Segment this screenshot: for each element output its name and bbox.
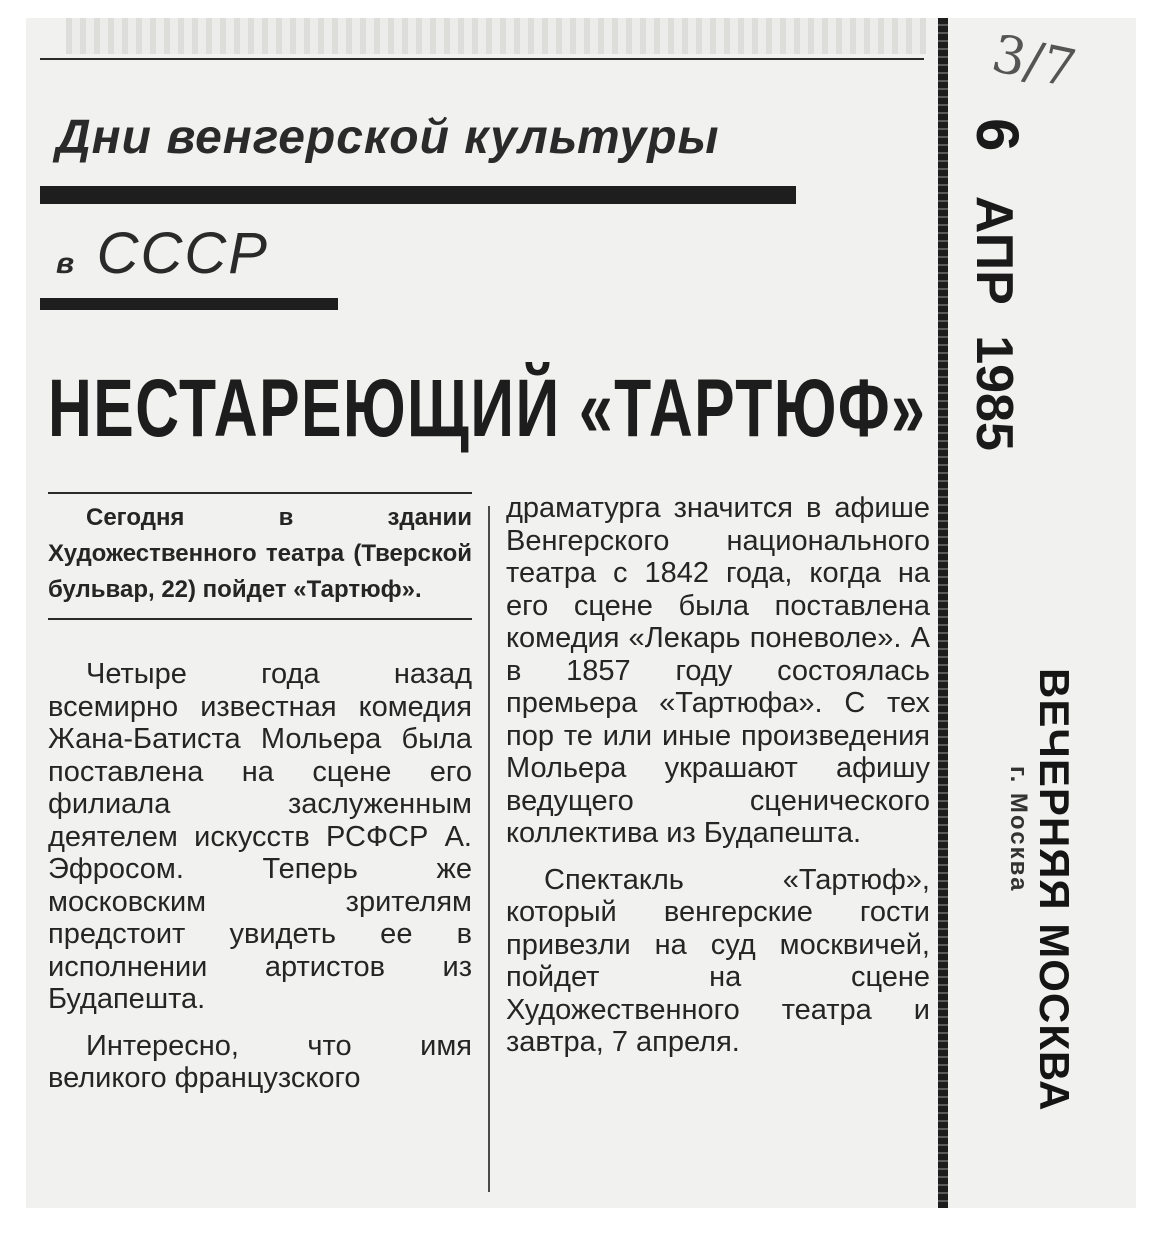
article-paragraph: Спектакль «Тартюф», который венгерские гости привезли на суд москвичей, пойдет на сцене Художественного театра и завтра, 7 апреля. (506, 863, 930, 1058)
rubric-bar-short (40, 298, 338, 310)
rubric-subtitle-prefix: в (56, 247, 75, 280)
rubric-subtitle (56, 220, 269, 287)
article-column-right (506, 492, 930, 1073)
newspaper-name-stamp: ВЕЧЕРНЯЯ МОСКВА (1031, 668, 1078, 1112)
stamp-day: 6 (964, 118, 1031, 152)
column-divider (488, 506, 490, 1192)
rubric-subtitle-country: СССР (96, 221, 269, 286)
cut-off-header-text (66, 18, 926, 54)
margin-rule (938, 18, 948, 1208)
article-headline: НЕСТАРЕЮЩИЙ «ТАРТЮФ» (48, 363, 927, 454)
rubric-title: Дни венгерской культуры (56, 111, 720, 164)
article-paragraph: драматурга значится в афише Венгерского национального театра с 1842 года, когда на его сцене была поставлена комедия «Лекарь поневоле». А в 1857 году состоялась премьера «Тартюфа». С тех пор те или иные произведения Мольера украшают афишу ведущего сценического коллектива из Будапешта. (506, 492, 930, 849)
article-lead: Сегодня в здании Художественного театра (Тверской бульвар, 22) пойдет «Тартюф». (48, 492, 472, 620)
article-paragraph: Четыре года назад всемирно известная комедия Жана-Батиста Мольера была поставлена на сцене его филиала заслуженным деятелем искусств РСФСР А. Эфросом. Теперь же московским зрителям предстоит увидеть ее в исполнении артистов из Будапешта. (48, 658, 472, 1015)
stamp-year: 1985 (965, 335, 1023, 451)
newspaper-city-stamp: г. Москва (1005, 766, 1032, 893)
top-rule (40, 58, 924, 60)
rubric-bar (40, 186, 796, 204)
pencil-annotation: 3/7 (986, 23, 1082, 101)
date-stamp (963, 118, 1032, 451)
article-paragraph: Интересно, что имя великого французского (48, 1029, 472, 1094)
article-column-left (48, 492, 472, 1109)
archive-stamp (948, 18, 1136, 1208)
stamp-month: АПР (965, 195, 1023, 305)
newspaper-clipping (26, 18, 1136, 1208)
